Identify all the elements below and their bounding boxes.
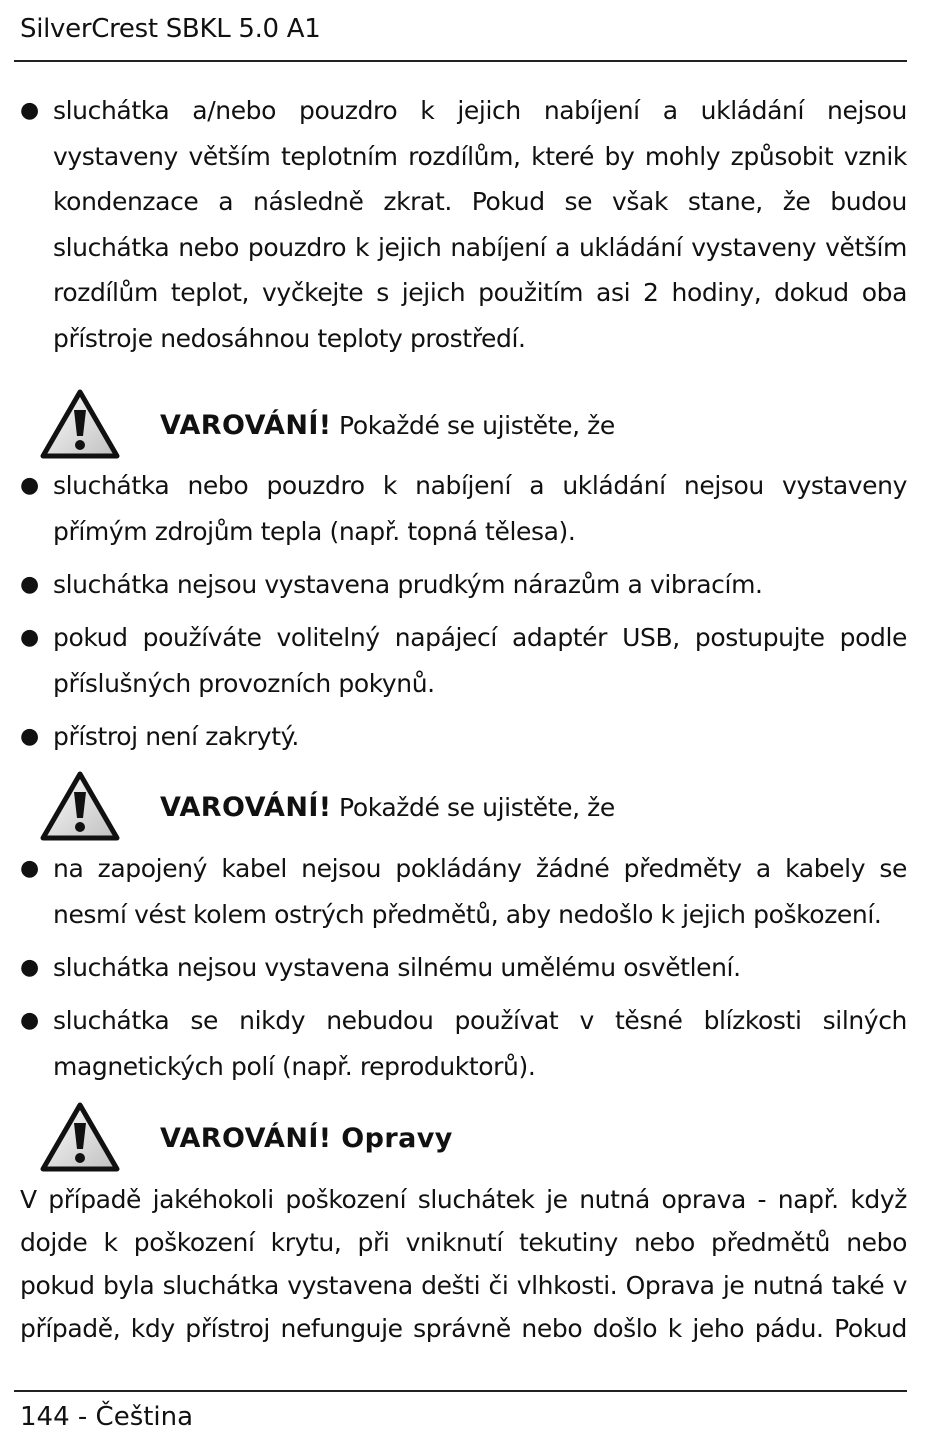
list-item-text: sluchátka a/nebo pouzdro k jejich nabíjení a ukládání nejsou vystaveny větším teplotním rozdílům, které by mohly způsobit vznik kondenzace a následně zkrat. Pokud se však stane, že budou sluchátka nebo pouzdro k jejich nabíjení a ukládání vystaveny větším rozdílům teplot, vyčkejte s jejich použitím asi 2 hodiny, dokud oba přístroje nedosáhnou teploty prostředí. bbox=[53, 96, 907, 353]
bullet-icon: ● bbox=[20, 724, 40, 749]
bullet-icon: ● bbox=[20, 98, 40, 123]
bullet-icon: ● bbox=[20, 955, 40, 980]
warning-heading bbox=[40, 388, 910, 468]
warning-text: Pokaždé se ujistěte, že bbox=[331, 793, 615, 822]
warning-title bbox=[160, 1123, 453, 1154]
body-paragraph: V případě jakéhokoli poškození sluchátek je nutná oprava - např. když dojde k poškození krytu, při vniknutí tekutiny nebo předmětů nebo pokud byla sluchátka vystavena dešti či vlhkosti. Oprava je nutná také v případě, kdy přístroj nefunguje správně nebo došlo k jeho pádu. Pokud bbox=[20, 1185, 907, 1343]
list-item-text: sluchátka nejsou vystavena prudkým nárazům a vibracím. bbox=[53, 570, 763, 599]
list-item bbox=[20, 714, 907, 760]
warning-heading bbox=[40, 1101, 910, 1181]
warning-label: VAROVÁNÍ! bbox=[160, 410, 332, 441]
list-item-text: sluchátka se nikdy nebudou používat v těsné blízkosti silných magnetických polí (např. reproduktorů). bbox=[53, 1006, 907, 1081]
list-item bbox=[20, 463, 907, 554]
warning-triangle-icon bbox=[40, 770, 120, 842]
list-item bbox=[20, 945, 907, 991]
warning-label: VAROVÁNÍ! Opravy bbox=[160, 1123, 453, 1154]
list-item bbox=[20, 846, 907, 937]
page-header: SilverCrest SBKL 5.0 A1 bbox=[20, 14, 321, 44]
list-item-text: přístroj není zakrytý. bbox=[53, 722, 299, 751]
warning-label: VAROVÁNÍ! bbox=[160, 792, 332, 823]
warning-triangle-icon bbox=[40, 1101, 120, 1173]
bullet-icon: ● bbox=[20, 856, 40, 881]
page-footer: 144 - Čeština bbox=[20, 1402, 194, 1432]
list-item bbox=[20, 615, 907, 706]
list-item bbox=[20, 562, 907, 608]
footer-rule bbox=[14, 1390, 907, 1392]
list-item-text: sluchátka nejsou vystavena silnému umělému osvětlení. bbox=[53, 953, 741, 982]
list-item-text: na zapojený kabel nejsou pokládány žádné předměty a kabely se nesmí vést kolem ostrých předmětů, aby nedošlo k jejich poškození. bbox=[53, 854, 907, 929]
bullet-icon: ● bbox=[20, 572, 40, 597]
bullet-icon: ● bbox=[20, 1008, 40, 1033]
bullet-icon: ● bbox=[20, 473, 40, 498]
list-item-text: sluchátka nebo pouzdro k nabíjení a ukládání nejsou vystaveny přímým zdrojům tepla (např. topná tělesa). bbox=[53, 471, 907, 546]
header-rule bbox=[14, 60, 907, 62]
list-item bbox=[20, 88, 907, 362]
list-item-text: pokud používáte volitelný napájecí adaptér USB, postupujte podle příslušných provozních pokynů. bbox=[53, 623, 907, 698]
warning-heading bbox=[40, 770, 910, 850]
bullet-icon: ● bbox=[20, 625, 40, 650]
warning-text: Pokaždé se ujistěte, že bbox=[331, 411, 615, 440]
warning-title bbox=[160, 792, 615, 823]
list-item bbox=[20, 998, 907, 1089]
warning-title bbox=[160, 410, 615, 441]
warning-triangle-icon bbox=[40, 388, 120, 460]
